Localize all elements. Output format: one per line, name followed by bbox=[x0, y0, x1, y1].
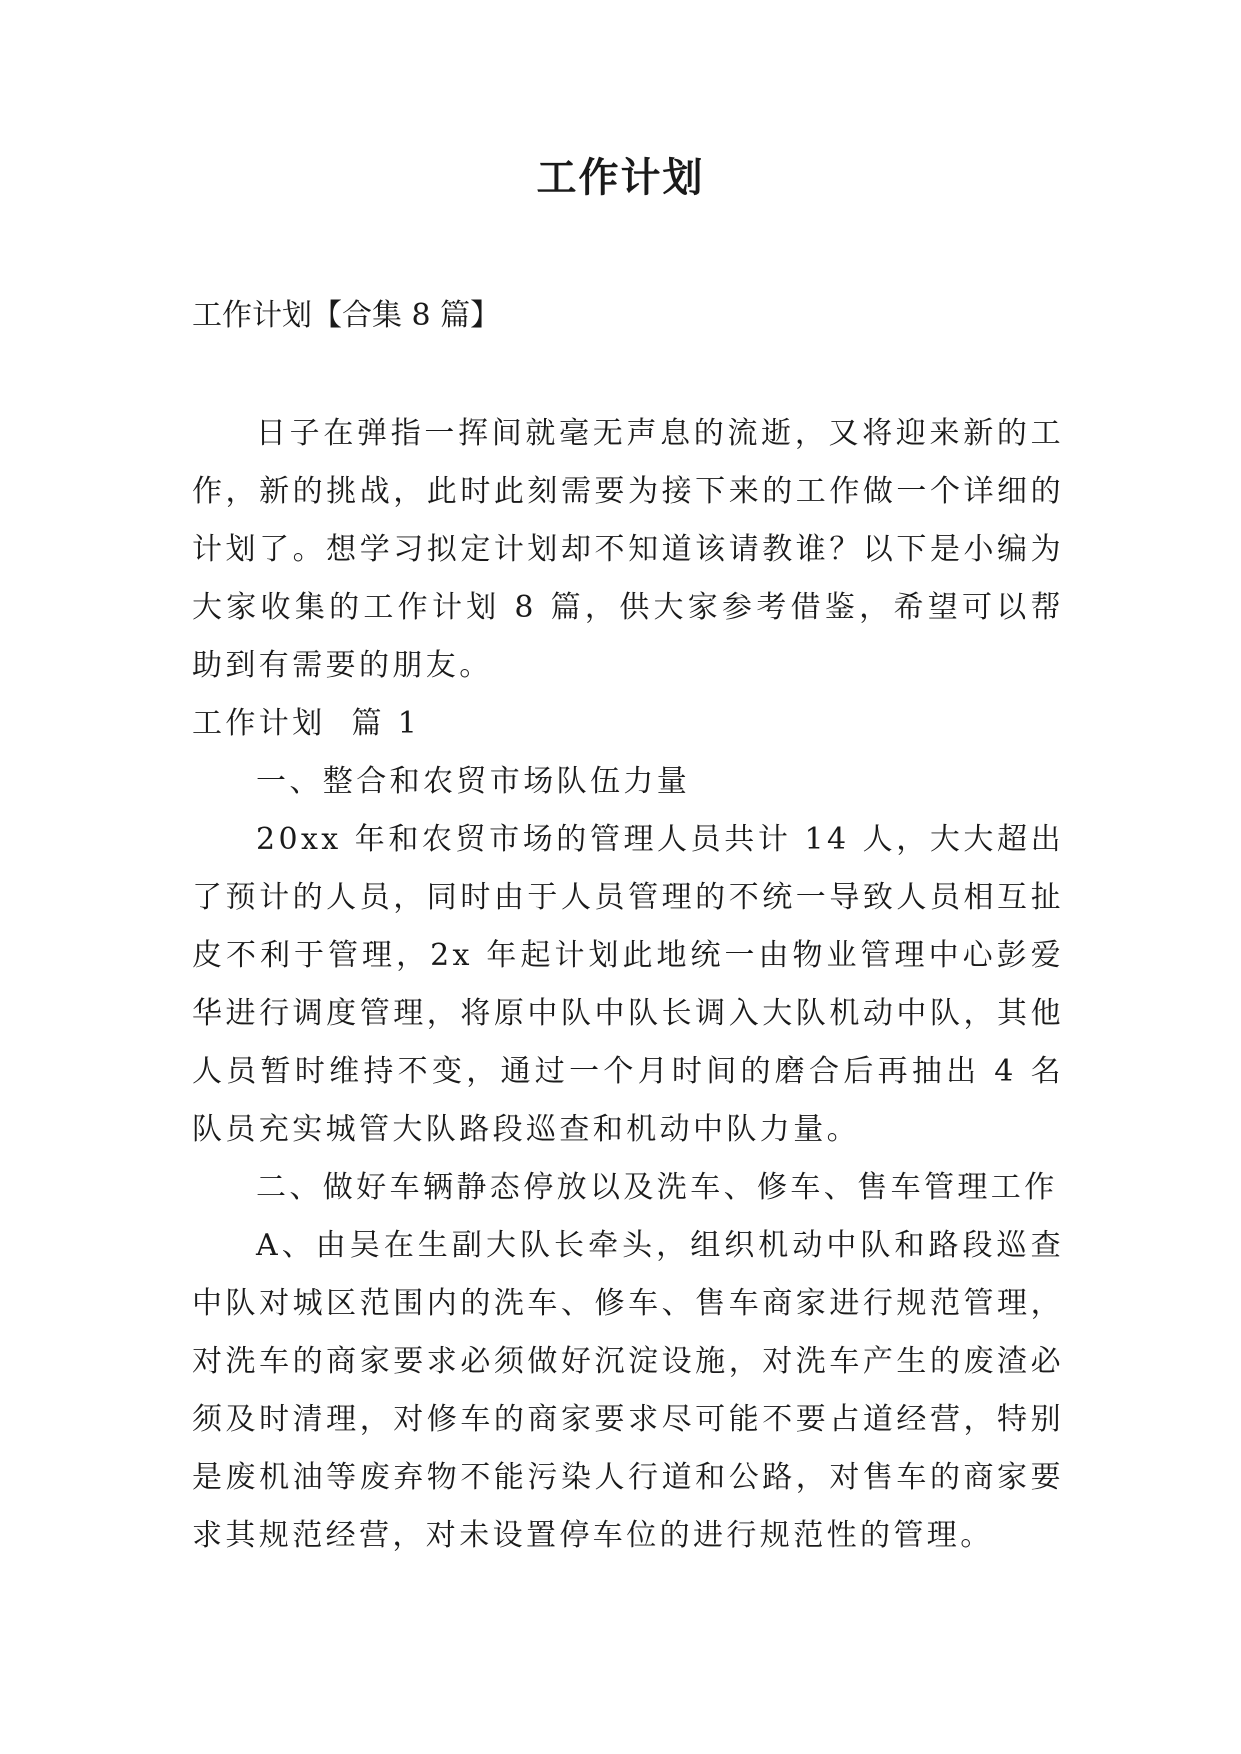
document-title: 工作计划 bbox=[536, 155, 705, 201]
item1-paragraph: 20xx 年和农贸市场的管理人员共计 14 人，大大超出了预计的人员，同时由于人员管理的不统一导致人员相互扯皮不利于管理，2x 年起计划此地统一由物业管理中心彭爱华进行调度管理，将原中队中队长调入大队机动中队，其他人员暂时维持不变，通过一个月时间的磨合后再抽出 4 名队员充实城管大队路段巡查和机动中队力量。 bbox=[192, 822, 1064, 1147]
document-subtitle: 工作计划【合集 8 篇】 bbox=[192, 298, 501, 333]
document-body bbox=[192, 405, 1064, 1565]
section-title: 工作计划 篇 1 bbox=[192, 706, 421, 741]
item1-heading: 一、整合和农贸市场队伍力量 bbox=[256, 764, 691, 799]
item2-heading: 二、做好车辆静态停放以及洗车、修车、售车管理工作 bbox=[256, 1170, 1058, 1205]
intro-paragraph: 日子在弹指一挥间就毫无声息的流逝，又将迎来新的工作，新的挑战，此时此刻需要为接下来的工作做一个详细的计划了。想学习拟定计划却不知道该请教谁？以下是小编为大家收集的工作计划 8 篇，供大家参考借鉴，希望可以帮助到有需要的朋友。 bbox=[192, 416, 1064, 683]
item2-paragraph: A、由吴在生副大队长牵头，组织机动中队和路段巡查中队对城区范围内的洗车、修车、售车商家进行规范管理，对洗车的商家要求必须做好沉淀设施，对洗车产生的废渣必须及时清理，对修车的商家要求尽可能不要占道经营，特别是废机油等废弃物不能污染人行道和公路，对售车的商家要求其规范经营，对未设置停车位的进行规范性的管理。 bbox=[192, 1228, 1064, 1553]
